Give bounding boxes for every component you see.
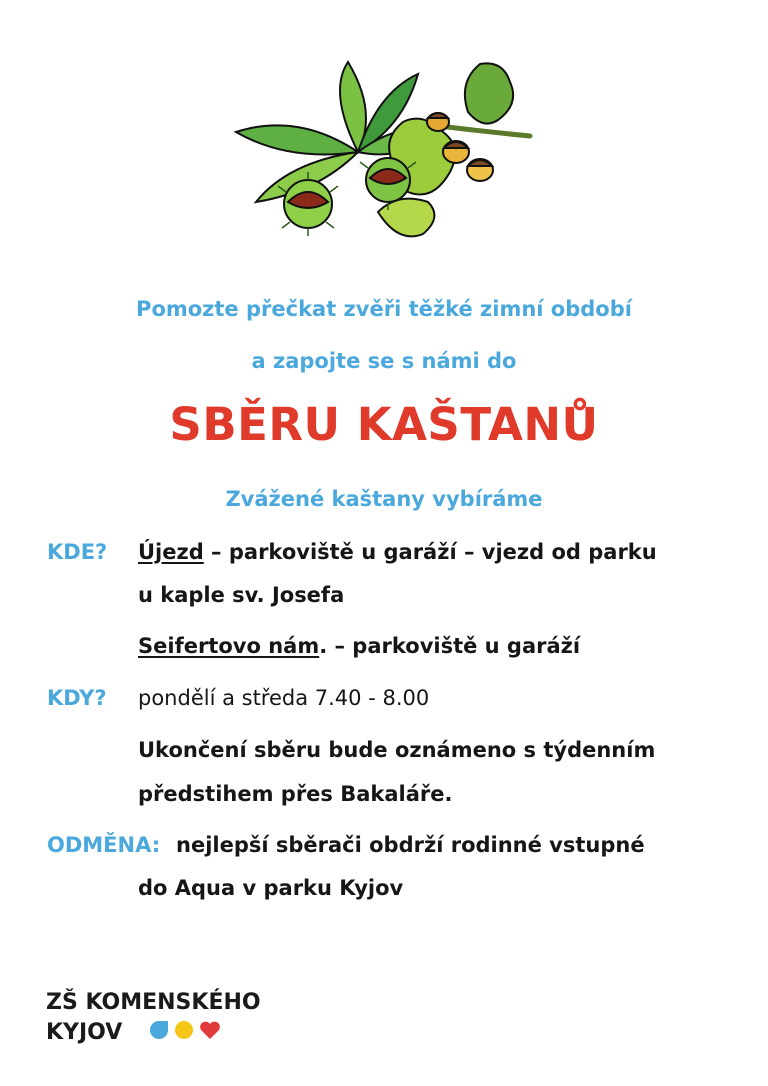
- page-title: SBĚRU KAŠTANŮ: [169, 398, 599, 451]
- kde-place2: [138, 634, 580, 658]
- logo-line-2: KYJOV: [46, 1020, 123, 1045]
- intro-line-1: Pomozte přečkat zvěři těžké zimní období: [136, 297, 632, 321]
- kde-place1-rest: – parkoviště u garáží – vjezd od parku: [203, 540, 657, 564]
- yellow-dot-icon: [175, 1021, 193, 1039]
- kdy-label: KDY?: [47, 686, 107, 710]
- logo-line-1: ZŠ KOMENSKÉHO: [46, 990, 261, 1015]
- odmena-label: ODMĚNA:: [47, 833, 161, 857]
- kde-place1: [138, 540, 657, 564]
- chestnut-acorn-illustration: [228, 52, 540, 244]
- kdy-note-line1: Ukončení sběru bude oznámeno s týdenním: [138, 738, 656, 762]
- kde-place2-name: Seifertovo nám: [138, 634, 320, 658]
- kde-place1-name: Újezd: [138, 540, 204, 564]
- kdy-note-line2: předstihem přes Bakaláře.: [138, 782, 453, 806]
- kde-label: KDE?: [47, 540, 108, 564]
- kde-place1-line2: u kaple sv. Josefa: [138, 583, 345, 607]
- logo-dots: [148, 1018, 228, 1042]
- kde-place2-rest: . – parkoviště u garáží: [319, 634, 581, 658]
- kdy-time: pondělí a středa 7.40 - 8.00: [138, 686, 430, 710]
- odmena-line1: nejlepší sběrači obdrží rodinné vstupné: [176, 833, 645, 857]
- intro-line-3: Zvážené kaštany vybíráme: [225, 487, 543, 511]
- heart-icon: [200, 1022, 220, 1039]
- odmena-line2: do Aqua v parku Kyjov: [138, 876, 404, 900]
- blue-dot-icon: [150, 1021, 168, 1039]
- intro-line-2: a zapojte se s námi do: [251, 349, 517, 373]
